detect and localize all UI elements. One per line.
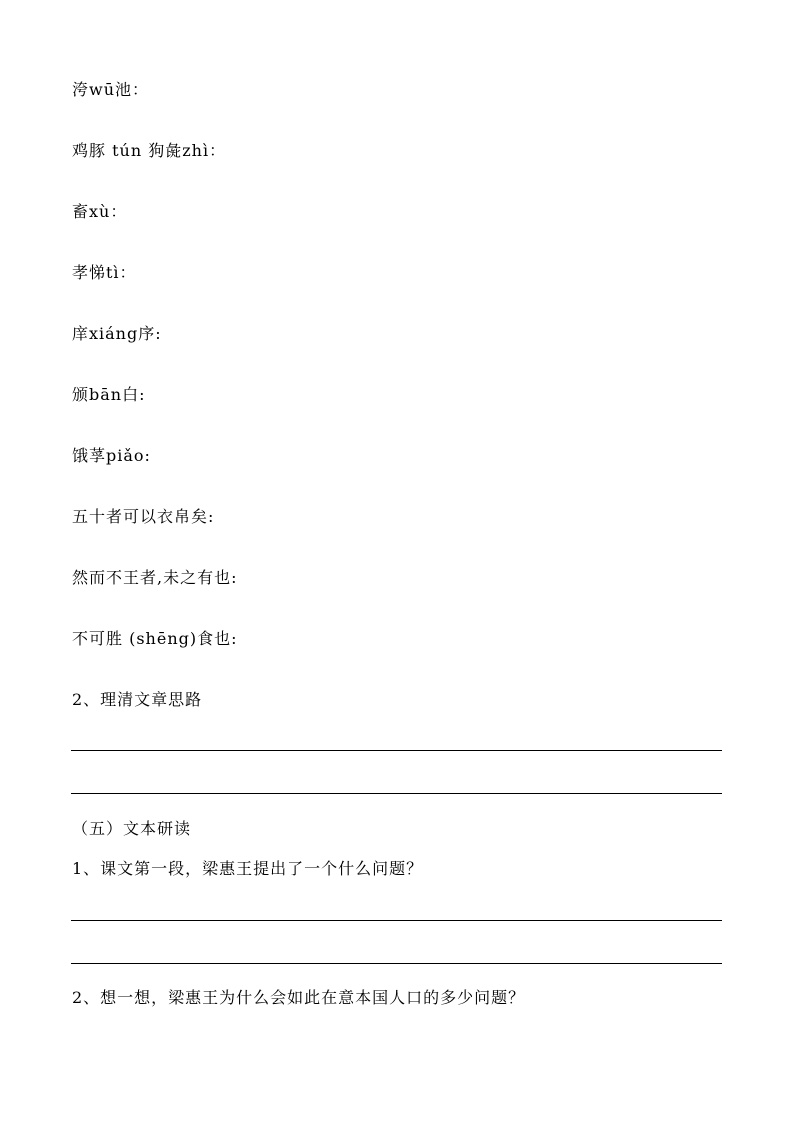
vocab-item-3: 畜xù：: [72, 202, 128, 221]
answer-line[interactable]: [71, 920, 722, 921]
answer-line[interactable]: [71, 793, 722, 794]
section5-heading: （五）文本研读: [72, 819, 192, 838]
vocab-item-10: 不可胜 (shēng)食也:: [72, 629, 238, 648]
vocab-item-5: 庠xiáng序:: [72, 324, 162, 343]
vocab-item-8: 五十者可以衣帛矣:: [72, 507, 215, 526]
answer-line[interactable]: [71, 750, 722, 751]
vocab-item-2: 鸡豚 tún 狗彘zhì：: [72, 141, 227, 160]
vocab-item-7: 饿莩piǎo:: [72, 446, 151, 465]
section2-heading: 2、理清文章思路: [72, 690, 203, 709]
vocab-item-4: 孝悌tì：: [72, 263, 137, 282]
question-2: 2、想一想，梁惠王为什么会如此在意本国人口的多少问题？: [72, 988, 526, 1007]
vocab-item-6: 颁bān白:: [72, 385, 146, 404]
answer-line[interactable]: [71, 963, 722, 964]
vocab-item-9: 然而不王者,未之有也:: [72, 568, 238, 587]
question-1: 1、课文第一段，梁惠王提出了一个什么问题？: [72, 859, 424, 878]
vocab-item-1: 洿wū池：: [72, 80, 150, 99]
